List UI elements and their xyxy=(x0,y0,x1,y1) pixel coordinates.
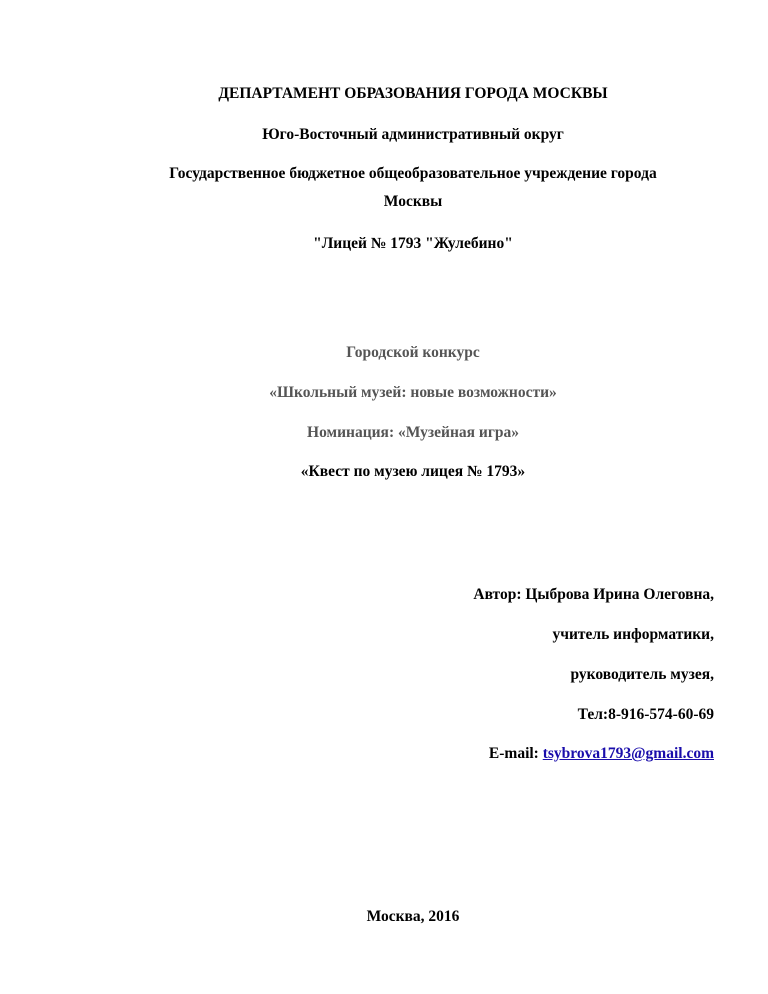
contest-title: Городской конкурс xyxy=(346,344,480,361)
work-title: «Квест по музею лицея № 1793» xyxy=(300,463,526,480)
author-name: Автор: Цыброва Ирина Олеговна, xyxy=(473,586,714,603)
department-heading: ДЕПАРТАМЕНТ ОБРАЗОВАНИЯ ГОРОДА МОСКВЫ xyxy=(218,85,608,102)
email-label: E-mail: xyxy=(488,745,539,762)
author-email xyxy=(489,744,714,764)
school-name: "Лицей № 1793 "Жулебино" xyxy=(313,235,513,252)
institution-line-1: Государственное бюджетное общеобразовательное учреждение города xyxy=(169,165,657,182)
district-line: Юго-Восточный административный округ xyxy=(262,126,564,143)
author-phone: Тел:8-916-574-60-69 xyxy=(577,706,714,723)
institution-line-2: Москвы xyxy=(383,193,443,210)
author-position-teacher: учитель информатики, xyxy=(552,626,714,643)
nomination: Номинация: «Музейная игра» xyxy=(307,424,519,441)
contest-name: «Школьный музей: новые возможности» xyxy=(269,384,557,401)
city-year: Москва, 2016 xyxy=(366,908,460,925)
email-link[interactable]: tsybrova1793@gmail.com xyxy=(542,745,714,762)
author-position-museum-head: руководитель музея, xyxy=(570,666,714,683)
